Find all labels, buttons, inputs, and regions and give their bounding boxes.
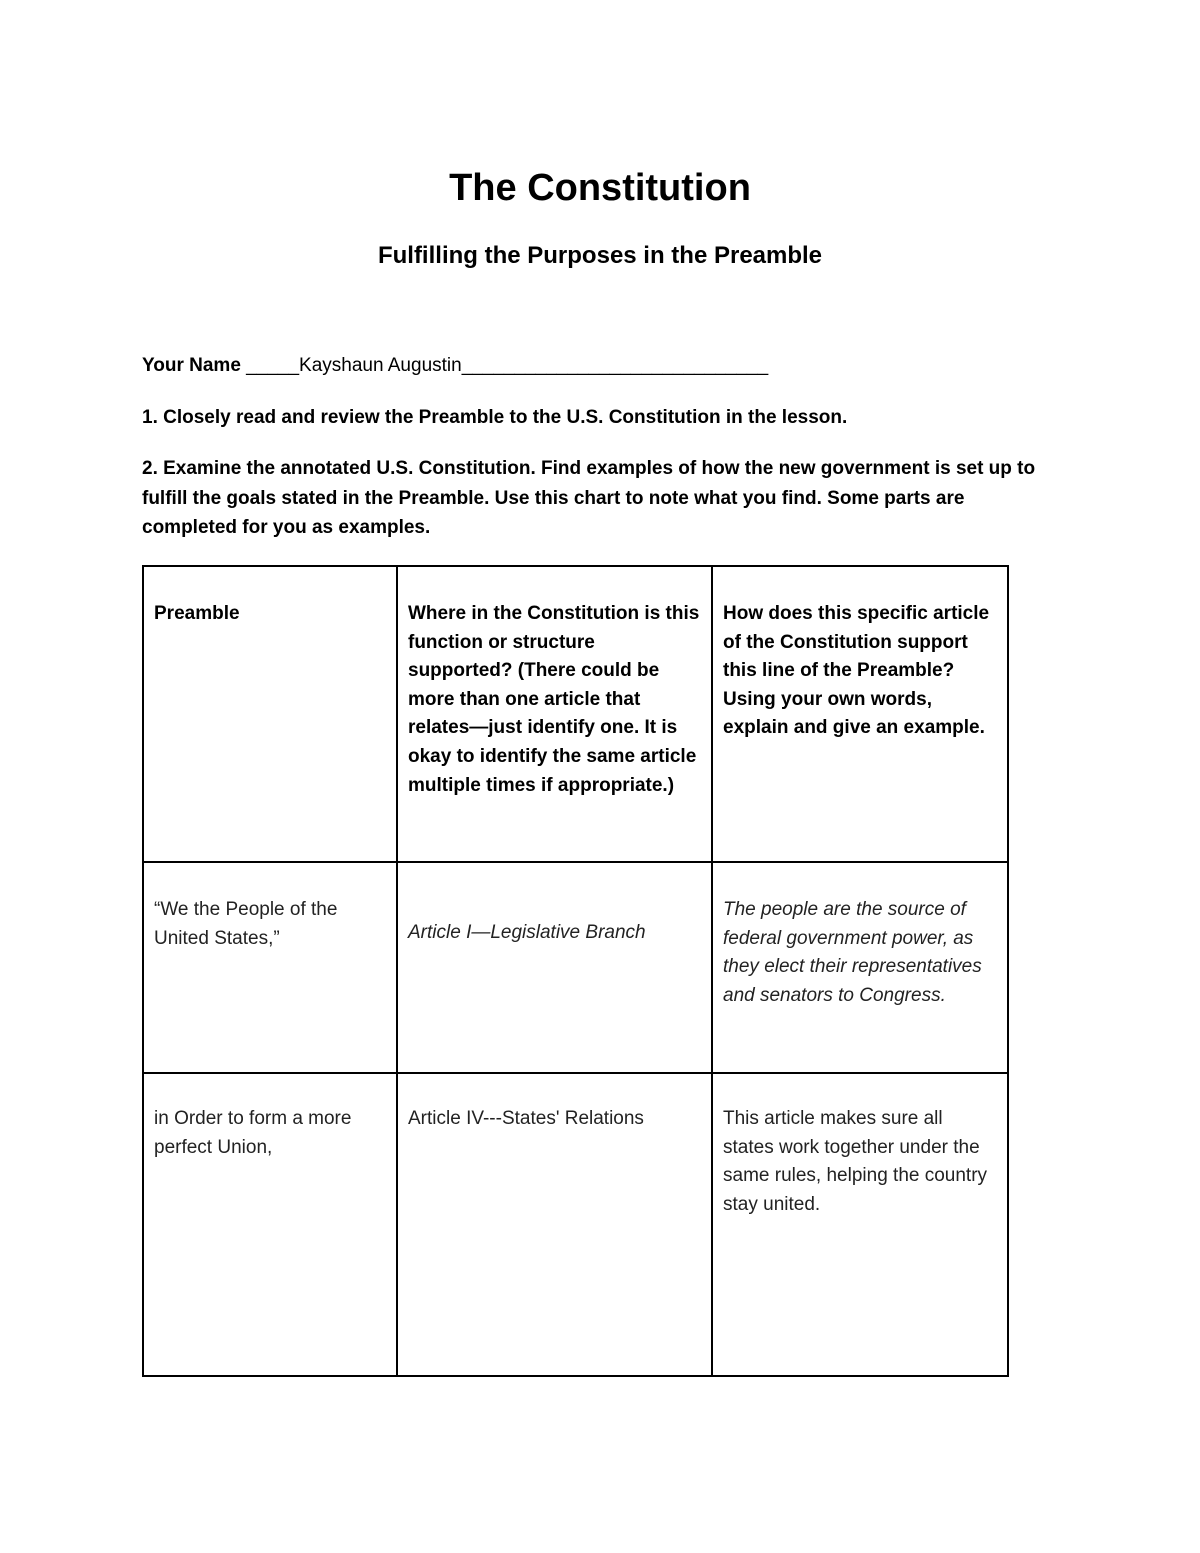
table-row	[143, 1073, 1008, 1376]
page-subtitle: Fulfilling the Purposes in the Preamble	[377, 242, 823, 269]
instruction-1: 1. Closely read and review the Preamble to the U.S. Constitution in the lesson.	[142, 407, 848, 428]
page-title: The Constitution	[449, 167, 751, 209]
cell-preamble: in Order to form a more perfect Union,	[143, 1073, 397, 1376]
cell-explanation: The people are the source of federal government power, as they elect their representatives and senators to Congress.	[712, 862, 1008, 1073]
name-line	[142, 353, 768, 379]
table-header-row	[143, 566, 1008, 862]
header-preamble: Preamble	[143, 566, 397, 862]
header-where-in-constitution: Where in the Constitution is this function or structure supported? (There could be more than one article that relates—just identify one. It is okay to identify the same article multiple times if appropriate.)	[397, 566, 712, 862]
cell-article: Article I—Legislative Branch	[397, 862, 712, 1073]
cell-article: Article IV---States' Relations	[397, 1073, 712, 1376]
cell-preamble: “We the People of the United States,”	[143, 862, 397, 1073]
name-label: Your Name	[142, 355, 241, 376]
table-row	[143, 862, 1008, 1073]
instruction-2: 2. Examine the annotated U.S. Constitution. Find examples of how the new government is set up to fulfill the goals stated in the Preamble. Use this chart to note what you find. Some parts are completed for you as examples.	[142, 458, 1036, 538]
name-value: _____Kayshaun Augustin_____________________________	[240, 355, 769, 376]
header-how-supports: How does this specific article of the Constitution support this line of the Preamble? Using your own words, explain and give an example.	[712, 566, 1008, 862]
cell-explanation: This article makes sure all states work together under the same rules, helping the country stay united.	[712, 1073, 1008, 1376]
preamble-chart-table	[142, 565, 1009, 1377]
